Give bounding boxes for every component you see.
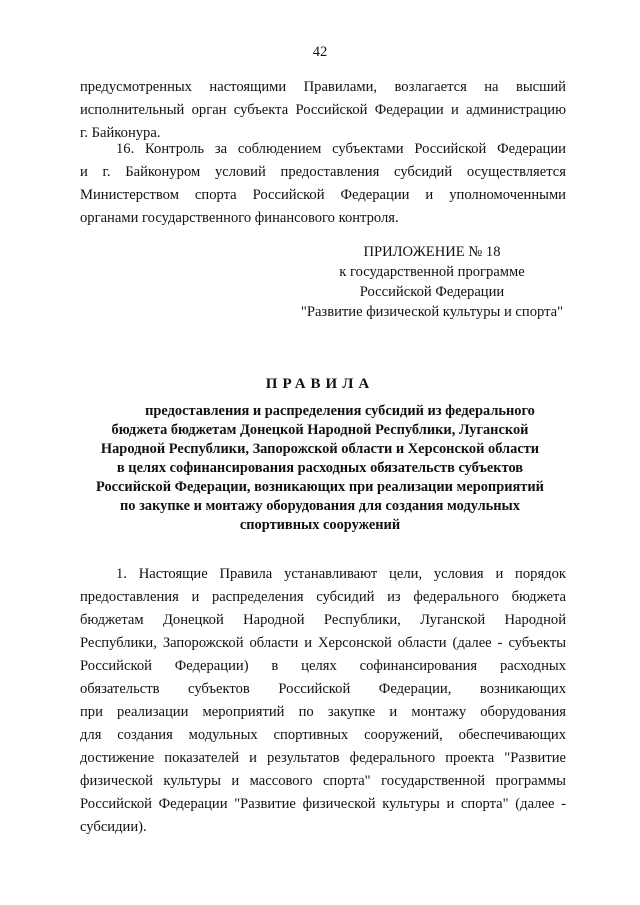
text-line: предоставления и распределения субсидий из федерального бюджета (80, 589, 566, 605)
appendix-line: к государственной программе (339, 264, 525, 280)
subtitle-line: бюджета бюджетам Донецкой Народной Республики, Луганской (111, 422, 529, 438)
text-line: и г. Байконуром условий предоставления субсидий осуществляется (80, 164, 566, 180)
page-number: 42 (312, 44, 328, 60)
subtitle-line: предоставления и распределения субсидий из федерального (145, 403, 535, 419)
text-line: предусмотренных настоящими Правилами, возлагается на высший (80, 79, 566, 95)
text-line: для создания модульных спортивных сооружений, обеспечивающих (80, 727, 566, 743)
text-line: бюджетам Донецкой Народной Республики, Луганской Народной (80, 612, 566, 628)
text-line: субсидии). (80, 819, 147, 835)
text-line: органами государственного финансового контроля. (80, 210, 399, 226)
subtitle-line: в целях софинансирования расходных обязательств субъектов (116, 460, 524, 476)
text-line: достижение показателей и результатов федерального проекта "Развитие (80, 750, 566, 766)
text-line: при реализации мероприятий по закупке и монтажу оборудования (80, 704, 566, 720)
rules-title: ПРАВИЛА (265, 376, 375, 392)
text-line: г. Байконура. (80, 125, 161, 141)
appendix-number: ПРИЛОЖЕНИЕ № 18 (363, 244, 501, 260)
subtitle-line: Народной Республики, Запорожской области и Херсонской области (100, 441, 540, 457)
text-line: Российской Федерации "Развитие физической культуры и спорта" (далее - (80, 796, 566, 812)
subtitle-line: спортивных сооружений (239, 517, 401, 533)
subtitle-line: Российской Федерации, возникающих при реализации мероприятий (96, 479, 544, 495)
text-line: физической культуры и массового спорта" государственной программы (80, 773, 566, 789)
text-line: 16. Контроль за соблюдением субъектами Российской Федерации (116, 141, 566, 157)
appendix-line: Российской Федерации (359, 284, 505, 300)
text-line: Российской Федерации) в целях софинансирования расходных (80, 658, 566, 674)
text-line: обязательств субъектов Российской Федерации, возникающих (80, 681, 566, 697)
subtitle-line: по закупке и монтажу оборудования для создания модульных (120, 498, 520, 514)
text-line: Министерством спорта Российской Федерации и уполномоченными (80, 187, 566, 203)
appendix-line: "Развитие физической культуры и спорта" (300, 304, 564, 320)
text-line: Республики, Запорожской области и Херсонской области (далее - субъекты (80, 635, 566, 651)
text-line: 1. Настоящие Правила устанавливают цели, условия и порядок (116, 566, 566, 582)
text-line: исполнительный орган субъекта Российской Федерации и администрацию (80, 102, 566, 118)
